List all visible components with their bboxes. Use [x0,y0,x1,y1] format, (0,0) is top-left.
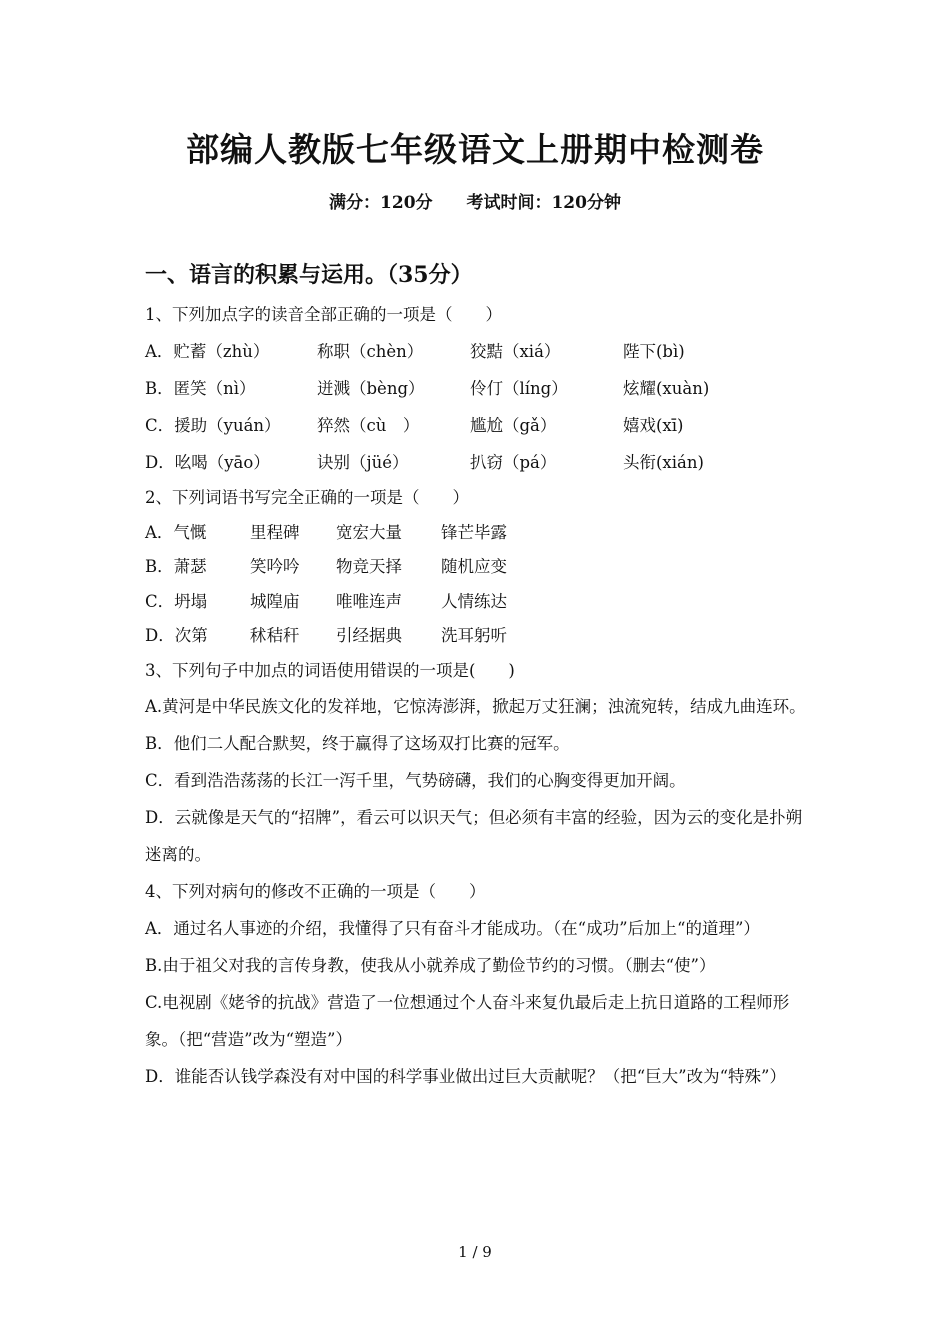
question-4-stem: 4、下列对病句的修改不正确的一项是（ ） [145,882,486,901]
exam-time: 考试时间：120分钟 [466,193,621,213]
option-item: 扒窃（pá） [470,453,557,472]
option-item: 迸溅（bèng） [317,379,425,398]
option-item: 笑吟吟 [250,557,300,576]
exam-info [0,188,950,213]
option-item: 洗耳躬听 [441,626,507,645]
option-item: 里程碑 [250,522,300,542]
question-1-option-c [145,407,810,444]
option-item: 物竞天择 [336,557,402,576]
option-item: 锋芒毕露 [441,522,507,542]
question-3-stem: 3、下列句子中加点的词语使用错误的一项是( ) [145,660,515,680]
option-item: 诀别（jüé） [317,453,409,472]
question-4-option-a: A．通过名人事迹的介绍，我懂得了只有奋斗才能成功。（在“成功”后加上“的道理”） [145,919,760,938]
option-item: D．次第 [145,626,208,645]
option-item: 城隍庙 [250,591,300,611]
option-item: 随机应变 [441,557,507,576]
option-item: 引经据典 [336,626,402,645]
question-3-option-a: A.黄河是中华民族文化的发祥地，它惊涛澎湃，掀起万丈狂澜；浊流宛转，结成九曲连环。 [145,697,806,716]
section-heading: 一、语言的积累与运用。（35分） [145,262,473,288]
option-item: 尴尬（gǎ） [470,416,557,435]
option-item: 陛下(bì) [623,342,685,361]
question-1-stem: 1、下列加点字的读音全部正确的一项是（ ） [145,305,502,324]
question-4-option-b: B.由于祖父对我的言传身教，使我从小就养成了勤俭节约的习惯。（删去“使”） [145,956,716,975]
option-item: A．气慨 [145,522,207,542]
option-item: 秫秸秆 [250,626,300,645]
question-2-option-b [145,550,810,585]
option-item: 炫耀(xuàn) [623,379,710,398]
question-1-option-b [145,370,810,407]
option-item: 人情练达 [441,591,507,611]
question-1-option-d [145,444,810,481]
option-item: C．援助（yuán） [145,416,281,435]
question-4-option-d: D．谁能否认钱学森没有对中国的科学事业做出过巨大贡献呢？（把“巨大”改为“特殊”） [145,1067,786,1086]
option-item: 狡黠（xiá） [470,342,561,361]
option-item: B．匿笑（nì） [145,379,256,398]
question-2-option-d [145,619,810,654]
question-3-option-c: C．看到浩浩荡荡的长江一泻千里，气势磅礴，我们的心胸变得更加开阔。 [145,771,686,790]
page-number: 1 / 9 [458,1243,492,1261]
page-title: 部编人教版七年级语文上册期中检测卷 [186,130,764,169]
option-item: A．贮蓄（zhù） [145,342,270,361]
option-item: C．坍塌 [145,591,208,611]
question-2-option-a [145,516,810,551]
option-item: D．吆喝（yāo） [145,453,270,472]
question-2-option-c [145,585,810,620]
option-item: 称职（chèn） [317,342,424,361]
option-item: 头衔(xián) [623,453,704,472]
option-item: 嬉戏(xī) [623,416,684,435]
question-list [145,296,810,1095]
option-item: 伶仃（líng） [470,379,568,398]
full-score: 满分：120分 [329,193,433,213]
option-item: 唯唯连声 [336,591,402,611]
question-3-option-b: B．他们二人配合默契，终于赢得了这场双打比赛的冠军。 [145,734,570,753]
option-item: B．萧瑟 [145,557,207,576]
question-4-option-c: C.电视剧《姥爷的抗战》营造了一位想通过个人奋斗来复仇最后走上抗日道路的工程师形象。（把“营造”改为“塑造”） [145,993,790,1049]
option-item: 猝然（cù ） [317,416,420,435]
option-item: 宽宏大量 [336,522,402,542]
question-2-stem: 2、下列词语书写完全正确的一项是（ ） [145,488,469,507]
question-1-option-a [145,333,810,370]
question-3-option-d: D．云就像是天气的“招牌”，看云可以识天气；但必须有丰富的经验，因为云的变化是扑朔迷离的。 [145,808,803,864]
